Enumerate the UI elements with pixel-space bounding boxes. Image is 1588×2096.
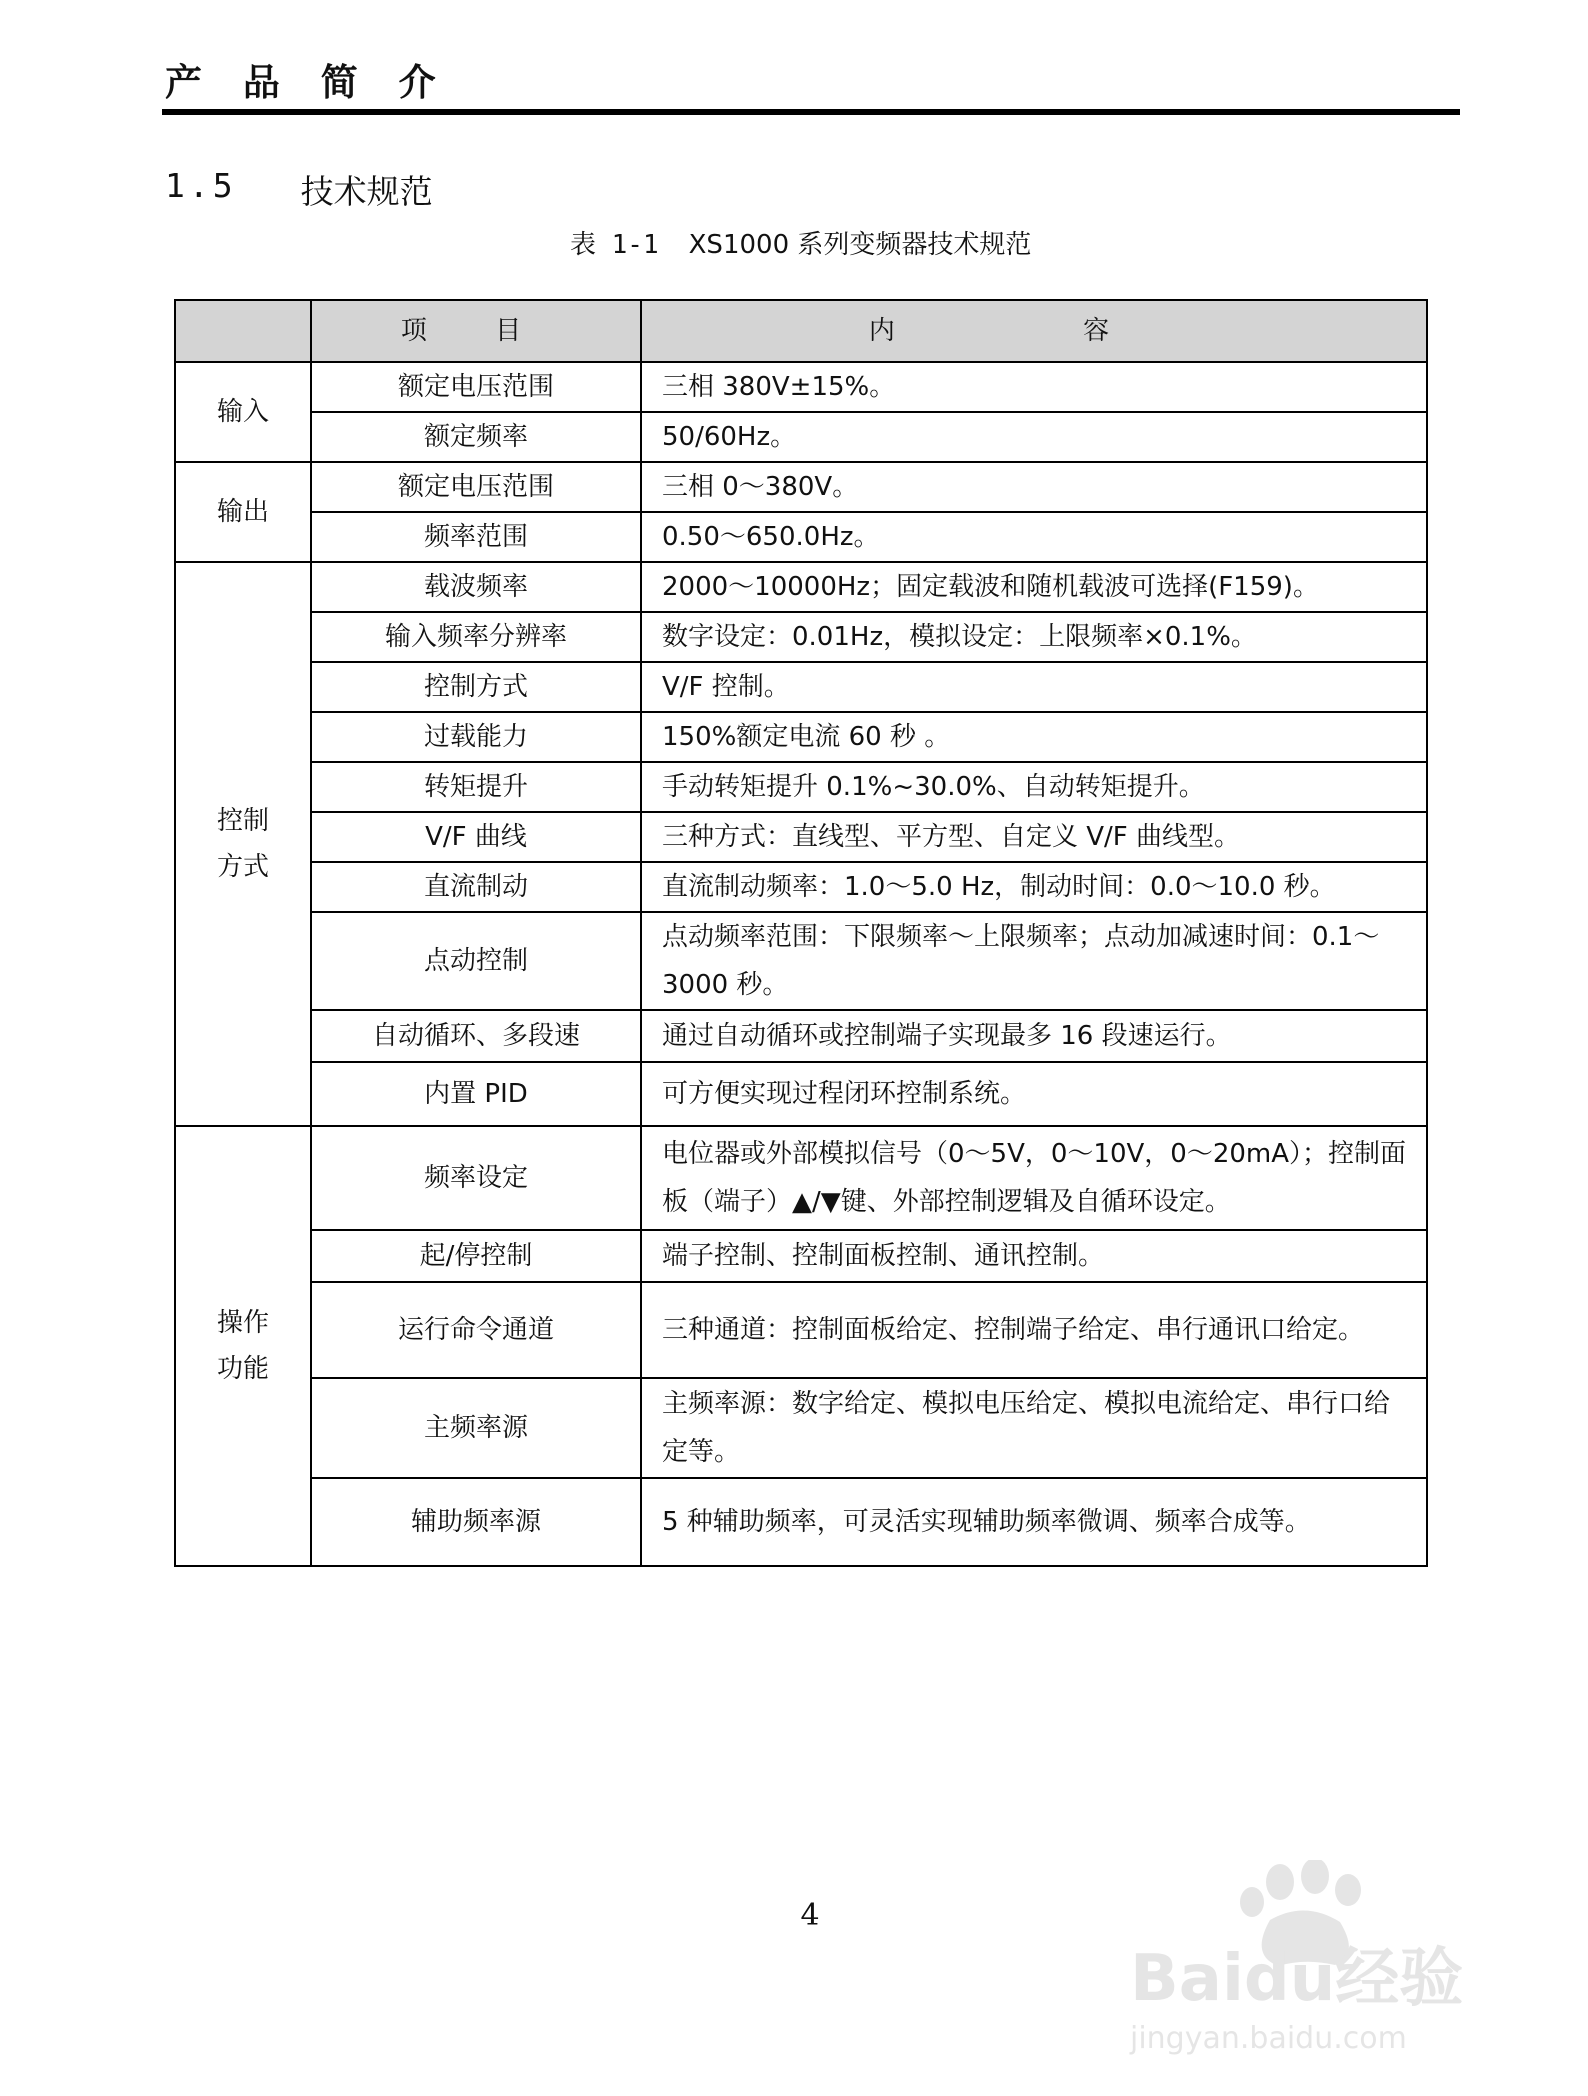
table-row bbox=[175, 1062, 1427, 1126]
group-label-output: 输出 bbox=[175, 462, 311, 562]
table-row bbox=[175, 662, 1427, 712]
row-item: 辅助频率源 bbox=[311, 1478, 641, 1566]
section-number: 1.5 bbox=[165, 166, 237, 205]
table-row bbox=[175, 1282, 1427, 1378]
row-content: 数字设定：0.01Hz，模拟设定：上限频率×0.1%。 bbox=[641, 612, 1427, 662]
row-item: 额定电压范围 bbox=[311, 462, 641, 512]
row-item: 额定频率 bbox=[311, 412, 641, 462]
header-blank-cell bbox=[175, 300, 311, 362]
row-item: 转矩提升 bbox=[311, 762, 641, 812]
group-label-control-text: 控制方式 bbox=[216, 806, 269, 882]
row-content: 三种通道：控制面板给定、控制端子给定、串行通讯口给定。 bbox=[641, 1282, 1427, 1378]
page-number: 4 bbox=[800, 1898, 820, 1933]
row-content: 手动转矩提升 0.1%~30.0%、自动转矩提升。 bbox=[641, 762, 1427, 812]
section-heading bbox=[165, 166, 433, 213]
row-item: 额定电压范围 bbox=[311, 362, 641, 412]
header-rule bbox=[162, 109, 1460, 115]
row-content: 端子控制、控制面板控制、通讯控制。 bbox=[641, 1230, 1427, 1282]
row-content: 5 种辅助频率，可灵活实现辅助频率微调、频率合成等。 bbox=[641, 1478, 1427, 1566]
row-item: 自动循环、多段速 bbox=[311, 1010, 641, 1062]
row-item: 控制方式 bbox=[311, 662, 641, 712]
table-caption-text: XS1000 系列变频器技术规范 bbox=[688, 230, 1032, 260]
running-header: 产 品 简 介 bbox=[165, 61, 450, 104]
table-header-row bbox=[175, 300, 1427, 362]
row-content: 50/60Hz。 bbox=[641, 412, 1427, 462]
row-content: 0.50～650.0Hz。 bbox=[641, 512, 1427, 562]
table-row bbox=[175, 812, 1427, 862]
table-row bbox=[175, 1230, 1427, 1282]
table-caption-label: 表 1-1 bbox=[570, 230, 659, 260]
table-row bbox=[175, 562, 1427, 612]
row-content: 点动频率范围：下限频率～上限频率；点动加减速时间：0.1～3000 秒。 bbox=[641, 912, 1427, 1010]
table-row bbox=[175, 912, 1427, 1010]
table-row bbox=[175, 712, 1427, 762]
table-row bbox=[175, 862, 1427, 912]
header-item: 项 目 bbox=[311, 300, 641, 362]
watermark-url: jingyan.baidu.com bbox=[1130, 2021, 1407, 2056]
row-item: 点动控制 bbox=[311, 912, 641, 1010]
row-item: 起/停控制 bbox=[311, 1230, 641, 1282]
table-row bbox=[175, 612, 1427, 662]
row-item: 频率设定 bbox=[311, 1126, 641, 1230]
row-item: 直流制动 bbox=[311, 862, 641, 912]
row-content: 2000～10000Hz；固定载波和随机载波可选择(F159)。 bbox=[641, 562, 1427, 612]
table-row bbox=[175, 1010, 1427, 1062]
table-caption bbox=[570, 224, 1031, 261]
row-content: 直流制动频率：1.0～5.0 Hz，制动时间：0.0～10.0 秒。 bbox=[641, 862, 1427, 912]
row-item: 频率范围 bbox=[311, 512, 641, 562]
table-row bbox=[175, 1378, 1427, 1478]
row-content: 电位器或外部模拟信号（0～5V，0～10V，0～20mA）；控制面板（端子）▲/▼键、外部控制逻辑及自循环设定。 bbox=[641, 1126, 1427, 1230]
row-item: 内置 PID bbox=[311, 1062, 641, 1126]
row-item: 运行命令通道 bbox=[311, 1282, 641, 1378]
group-label-input: 输入 bbox=[175, 362, 311, 462]
group-label-control bbox=[175, 562, 311, 1126]
table-row bbox=[175, 462, 1427, 512]
table-row bbox=[175, 412, 1427, 462]
header-content: 内 容 bbox=[641, 300, 1427, 362]
group-label-operation bbox=[175, 1126, 311, 1566]
table-row bbox=[175, 762, 1427, 812]
row-item: 载波频率 bbox=[311, 562, 641, 612]
table-row bbox=[175, 362, 1427, 412]
row-content: 可方便实现过程闭环控制系统。 bbox=[641, 1062, 1427, 1126]
table-row bbox=[175, 512, 1427, 562]
row-item: V/F 曲线 bbox=[311, 812, 641, 862]
row-content: 150%额定电流 60 秒 。 bbox=[641, 712, 1427, 762]
table-row bbox=[175, 1126, 1427, 1230]
row-item: 过载能力 bbox=[311, 712, 641, 762]
row-content: V/F 控制。 bbox=[641, 662, 1427, 712]
baidu-watermark bbox=[1110, 1860, 1490, 2060]
section-title: 技术规范 bbox=[300, 172, 433, 211]
group-label-operation-text: 操作功能 bbox=[216, 1308, 269, 1384]
row-item: 输入频率分辨率 bbox=[311, 612, 641, 662]
spec-table bbox=[174, 299, 1428, 1567]
watermark-brand: Baidu经验 bbox=[1130, 1942, 1464, 2016]
row-content: 主频率源：数字给定、模拟电压给定、模拟电流给定、串行口给定等。 bbox=[641, 1378, 1427, 1478]
row-content: 三相 0～380V。 bbox=[641, 462, 1427, 512]
row-content: 三相 380V±15%。 bbox=[641, 362, 1427, 412]
row-item: 主频率源 bbox=[311, 1378, 641, 1478]
row-content: 三种方式：直线型、平方型、自定义 V/F 曲线型。 bbox=[641, 812, 1427, 862]
row-content: 通过自动循环或控制端子实现最多 16 段速运行。 bbox=[641, 1010, 1427, 1062]
table-row bbox=[175, 1478, 1427, 1566]
